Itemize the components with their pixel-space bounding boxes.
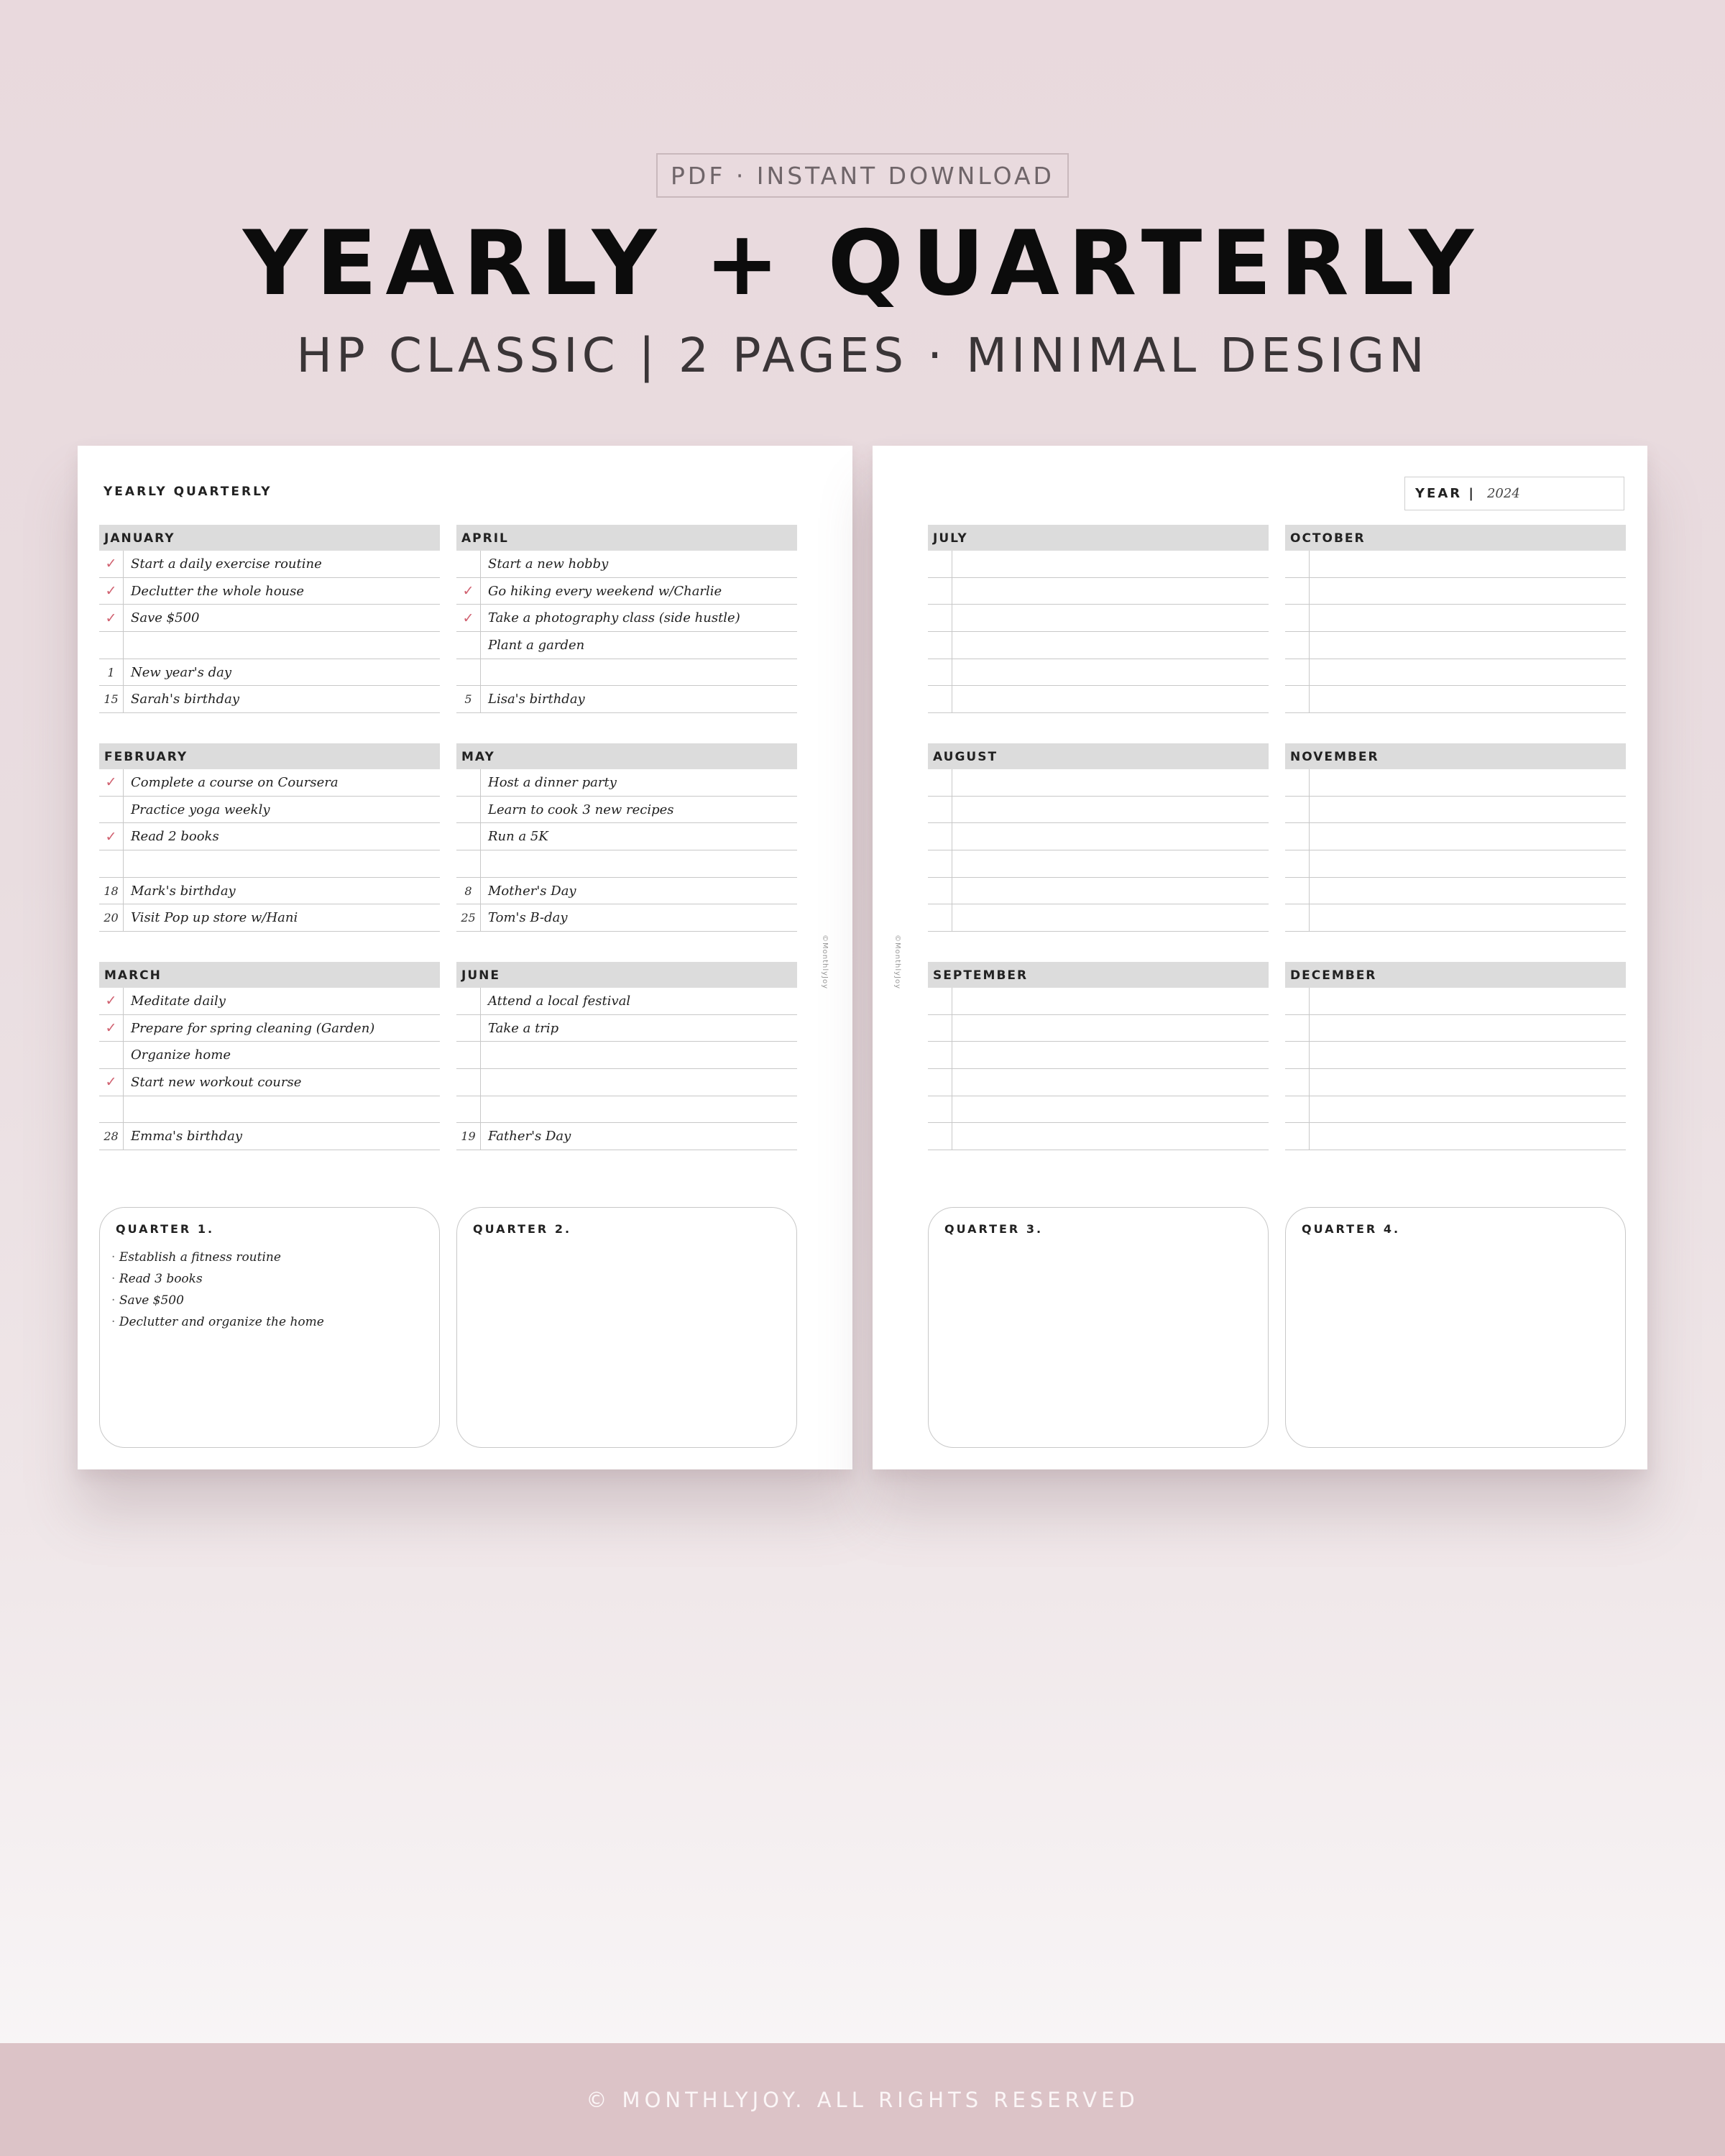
row-entry: Take a photography class (side hustle) <box>488 610 740 626</box>
month-row <box>1285 686 1626 713</box>
month-block <box>1285 962 1626 1150</box>
row-entry: Mother's Day <box>488 883 576 899</box>
row-entry: Start a new hobby <box>488 556 609 572</box>
month-row <box>456 659 797 687</box>
month-row <box>1285 1123 1626 1150</box>
row-marker <box>1285 551 1310 577</box>
quarter-title: QUARTER 2. <box>473 1222 572 1236</box>
month-header: JUNE <box>456 962 797 988</box>
row-marker <box>928 1123 952 1150</box>
year-label: YEAR | <box>1415 486 1476 501</box>
row-marker <box>1285 659 1310 686</box>
row-marker <box>928 578 952 605</box>
row-marker <box>1285 878 1310 904</box>
month-row <box>456 1069 797 1096</box>
row-marker: 18 <box>99 878 124 904</box>
watermark: ©MonthlyJoy <box>893 935 901 990</box>
row-marker <box>99 1042 124 1068</box>
row-marker <box>456 850 481 877</box>
month-row <box>99 904 440 932</box>
row-marker: 20 <box>99 904 124 931</box>
month-row <box>456 988 797 1015</box>
month-row <box>99 1123 440 1150</box>
month-row <box>1285 578 1626 605</box>
row-entry: Learn to cook 3 new recipes <box>488 802 674 817</box>
row-entry: Save $500 <box>131 610 200 626</box>
month-block <box>1285 525 1626 713</box>
row-marker <box>1285 1123 1310 1150</box>
row-marker <box>456 551 481 577</box>
row-marker <box>456 769 481 796</box>
month-header: AUGUST <box>928 743 1269 769</box>
month-block <box>928 743 1269 932</box>
quarter-1-goals <box>111 1247 324 1333</box>
row-marker <box>456 797 481 823</box>
month-row <box>456 1015 797 1042</box>
month-row <box>99 769 440 797</box>
row-marker <box>1285 1069 1310 1096</box>
row-entry: Complete a course on Coursera <box>131 774 339 790</box>
quarter-title: QUARTER 1. <box>116 1222 215 1236</box>
row-entry: Prepare for spring cleaning (Garden) <box>131 1020 375 1036</box>
month-header: MAY <box>456 743 797 769</box>
row-marker: 8 <box>456 878 481 904</box>
row-marker <box>1285 988 1310 1014</box>
month-row <box>99 1096 440 1124</box>
row-marker <box>928 823 952 850</box>
month-row <box>928 904 1269 932</box>
quarter-1-box <box>99 1207 440 1448</box>
row-entry: Tom's B-day <box>488 910 568 926</box>
row-marker <box>928 850 952 877</box>
row-entry: Lisa's birthday <box>488 692 585 707</box>
footer-bar <box>0 2043 1725 2156</box>
row-marker <box>928 988 952 1014</box>
row-marker <box>928 769 952 796</box>
month-row <box>99 850 440 878</box>
month-row <box>1285 1042 1626 1069</box>
check-icon: ✓ <box>99 769 124 796</box>
row-marker <box>99 850 124 877</box>
format-badge <box>656 153 1069 198</box>
check-icon: ✓ <box>99 551 124 577</box>
month-row <box>928 605 1269 632</box>
row-marker <box>99 797 124 823</box>
row-marker <box>456 1042 481 1068</box>
row-entry: Mark's birthday <box>131 883 236 899</box>
row-entry: Organize home <box>131 1047 231 1063</box>
row-entry: Father's Day <box>488 1129 571 1144</box>
row-marker <box>456 988 481 1014</box>
month-row <box>928 1015 1269 1042</box>
planner-page-right <box>873 446 1647 1469</box>
row-marker <box>1285 823 1310 850</box>
month-row <box>456 632 797 659</box>
month-header: MARCH <box>99 962 440 988</box>
month-block <box>928 525 1269 713</box>
month-row <box>456 823 797 850</box>
month-row <box>99 988 440 1015</box>
row-marker <box>456 823 481 850</box>
row-marker <box>928 797 952 823</box>
month-block <box>456 962 797 1150</box>
row-marker <box>928 659 952 686</box>
month-row <box>456 605 797 632</box>
month-row <box>456 878 797 905</box>
quarter-3-box <box>928 1207 1269 1448</box>
month-row <box>99 578 440 605</box>
month-header: NOVEMBER <box>1285 743 1626 769</box>
month-row <box>99 878 440 905</box>
month-header: SEPTEMBER <box>928 962 1269 988</box>
month-row <box>928 1123 1269 1150</box>
row-marker: 1 <box>99 659 124 686</box>
month-header: JULY <box>928 525 1269 551</box>
watermark: ©MonthlyJoy <box>821 935 829 990</box>
quarter-title: QUARTER 4. <box>1302 1222 1401 1236</box>
month-row <box>99 797 440 824</box>
month-row <box>1285 797 1626 824</box>
row-entry: Start new workout course <box>131 1074 302 1090</box>
check-icon: ✓ <box>99 823 124 850</box>
month-row <box>456 551 797 578</box>
row-entry: Plant a garden <box>488 637 585 653</box>
row-marker <box>928 1096 952 1123</box>
month-row <box>928 823 1269 850</box>
row-marker <box>928 551 952 577</box>
check-icon: ✓ <box>99 578 124 605</box>
month-row <box>1285 878 1626 905</box>
page-title: YEARLY QUARTERLY <box>104 485 272 499</box>
month-row <box>928 551 1269 578</box>
goal-item: · Establish a fitness routine <box>111 1247 324 1268</box>
month-row <box>928 578 1269 605</box>
month-row <box>1285 1096 1626 1124</box>
month-header: APRIL <box>456 525 797 551</box>
month-row <box>456 578 797 605</box>
row-marker: 15 <box>99 686 124 712</box>
row-entry: Host a dinner party <box>488 774 617 790</box>
month-row <box>456 769 797 797</box>
month-block <box>456 525 797 713</box>
check-icon: ✓ <box>99 1015 124 1042</box>
row-marker <box>928 1042 952 1068</box>
row-entry: Read 2 books <box>131 829 219 845</box>
month-row <box>928 1042 1269 1069</box>
quarter-4-box <box>1285 1207 1626 1448</box>
month-header: DECEMBER <box>1285 962 1626 988</box>
product-title: YEARLY + QUARTERLY <box>242 212 1483 316</box>
row-marker <box>928 1069 952 1096</box>
row-marker <box>1285 1042 1310 1068</box>
row-entry: Go hiking every weekend w/Charlie <box>488 583 722 599</box>
month-row <box>1285 632 1626 659</box>
row-marker <box>1285 769 1310 796</box>
row-marker <box>1285 605 1310 631</box>
row-marker <box>1285 1096 1310 1123</box>
row-entry: Sarah's birthday <box>131 692 240 707</box>
row-marker <box>928 632 952 659</box>
row-marker <box>928 686 952 712</box>
month-header: OCTOBER <box>1285 525 1626 551</box>
month-row <box>928 659 1269 687</box>
month-row <box>1285 904 1626 932</box>
row-marker <box>928 1015 952 1042</box>
month-row <box>456 686 797 713</box>
check-icon: ✓ <box>456 605 481 631</box>
month-row <box>1285 1015 1626 1042</box>
month-row <box>456 1042 797 1069</box>
month-row <box>99 551 440 578</box>
check-icon: ✓ <box>99 1069 124 1096</box>
row-entry: Attend a local festival <box>488 993 631 1009</box>
month-block <box>456 743 797 932</box>
check-icon: ✓ <box>456 578 481 605</box>
row-marker <box>99 1096 124 1123</box>
month-row <box>99 686 440 713</box>
quarter-2-box <box>456 1207 797 1448</box>
row-marker <box>456 1069 481 1096</box>
month-row <box>1285 850 1626 878</box>
month-row <box>928 797 1269 824</box>
month-row <box>928 1069 1269 1096</box>
month-row <box>928 632 1269 659</box>
row-marker: 25 <box>456 904 481 931</box>
row-marker <box>1285 686 1310 712</box>
row-marker <box>928 878 952 904</box>
goal-item: · Read 3 books <box>111 1268 324 1290</box>
row-marker <box>928 904 952 931</box>
month-row <box>456 1096 797 1124</box>
month-row <box>928 850 1269 878</box>
month-row <box>1285 1069 1626 1096</box>
month-row <box>928 988 1269 1015</box>
planner-page-left <box>78 446 852 1469</box>
month-row <box>456 797 797 824</box>
row-marker <box>1285 797 1310 823</box>
month-row <box>1285 605 1626 632</box>
month-row <box>99 1042 440 1069</box>
month-row <box>1285 988 1626 1015</box>
year-field <box>1404 477 1624 510</box>
month-header: JANUARY <box>99 525 440 551</box>
check-icon: ✓ <box>99 988 124 1014</box>
row-marker: 5 <box>456 686 481 712</box>
month-block <box>99 525 440 713</box>
month-row <box>99 1015 440 1042</box>
row-entry: Meditate daily <box>131 993 226 1009</box>
month-row <box>928 686 1269 713</box>
month-block <box>99 962 440 1150</box>
row-marker <box>1285 578 1310 605</box>
row-marker <box>456 632 481 659</box>
row-entry: Run a 5K <box>488 829 548 845</box>
month-header: FEBRUARY <box>99 743 440 769</box>
row-marker <box>1285 1015 1310 1042</box>
row-marker <box>456 1015 481 1042</box>
row-marker <box>1285 904 1310 931</box>
row-entry: Practice yoga weekly <box>131 802 270 817</box>
month-row <box>1285 659 1626 687</box>
month-row <box>928 878 1269 905</box>
row-marker <box>456 659 481 686</box>
month-row <box>99 605 440 632</box>
check-icon: ✓ <box>99 605 124 631</box>
month-block <box>99 743 440 932</box>
month-row <box>1285 823 1626 850</box>
month-block <box>928 962 1269 1150</box>
row-marker <box>456 1096 481 1123</box>
month-row <box>99 659 440 687</box>
month-row <box>928 1096 1269 1124</box>
goal-item: · Save $500 <box>111 1290 324 1311</box>
month-row <box>928 769 1269 797</box>
month-row <box>99 823 440 850</box>
row-marker <box>928 605 952 631</box>
row-marker: 19 <box>456 1123 481 1150</box>
month-row <box>456 904 797 932</box>
month-block <box>1285 743 1626 932</box>
row-entry: Take a trip <box>488 1020 559 1036</box>
row-marker <box>1285 850 1310 877</box>
row-entry: Start a daily exercise routine <box>131 556 322 572</box>
month-row <box>99 1069 440 1096</box>
copyright-text: © MONTHLYJOY. ALL RIGHTS RESERVED <box>586 2087 1139 2112</box>
month-row <box>99 632 440 659</box>
row-entry: Declutter the whole house <box>131 583 305 599</box>
format-badge-label: PDF · INSTANT DOWNLOAD <box>671 161 1054 190</box>
row-marker: 28 <box>99 1123 124 1150</box>
month-row <box>1285 551 1626 578</box>
goal-item: · Declutter and organize the home <box>111 1311 324 1333</box>
month-row <box>1285 769 1626 797</box>
row-entry: Emma's birthday <box>131 1129 243 1144</box>
row-entry: Visit Pop up store w/Hani <box>131 910 298 926</box>
year-value: 2024 <box>1486 486 1520 501</box>
quarter-title: QUARTER 3. <box>944 1222 1044 1236</box>
month-row <box>456 850 797 878</box>
row-marker <box>1285 632 1310 659</box>
row-entry: New year's day <box>131 664 232 680</box>
month-row <box>456 1123 797 1150</box>
product-subtitle: HP CLASSIC | 2 PAGES · MINIMAL DESIGN <box>296 328 1429 383</box>
row-marker <box>99 632 124 659</box>
